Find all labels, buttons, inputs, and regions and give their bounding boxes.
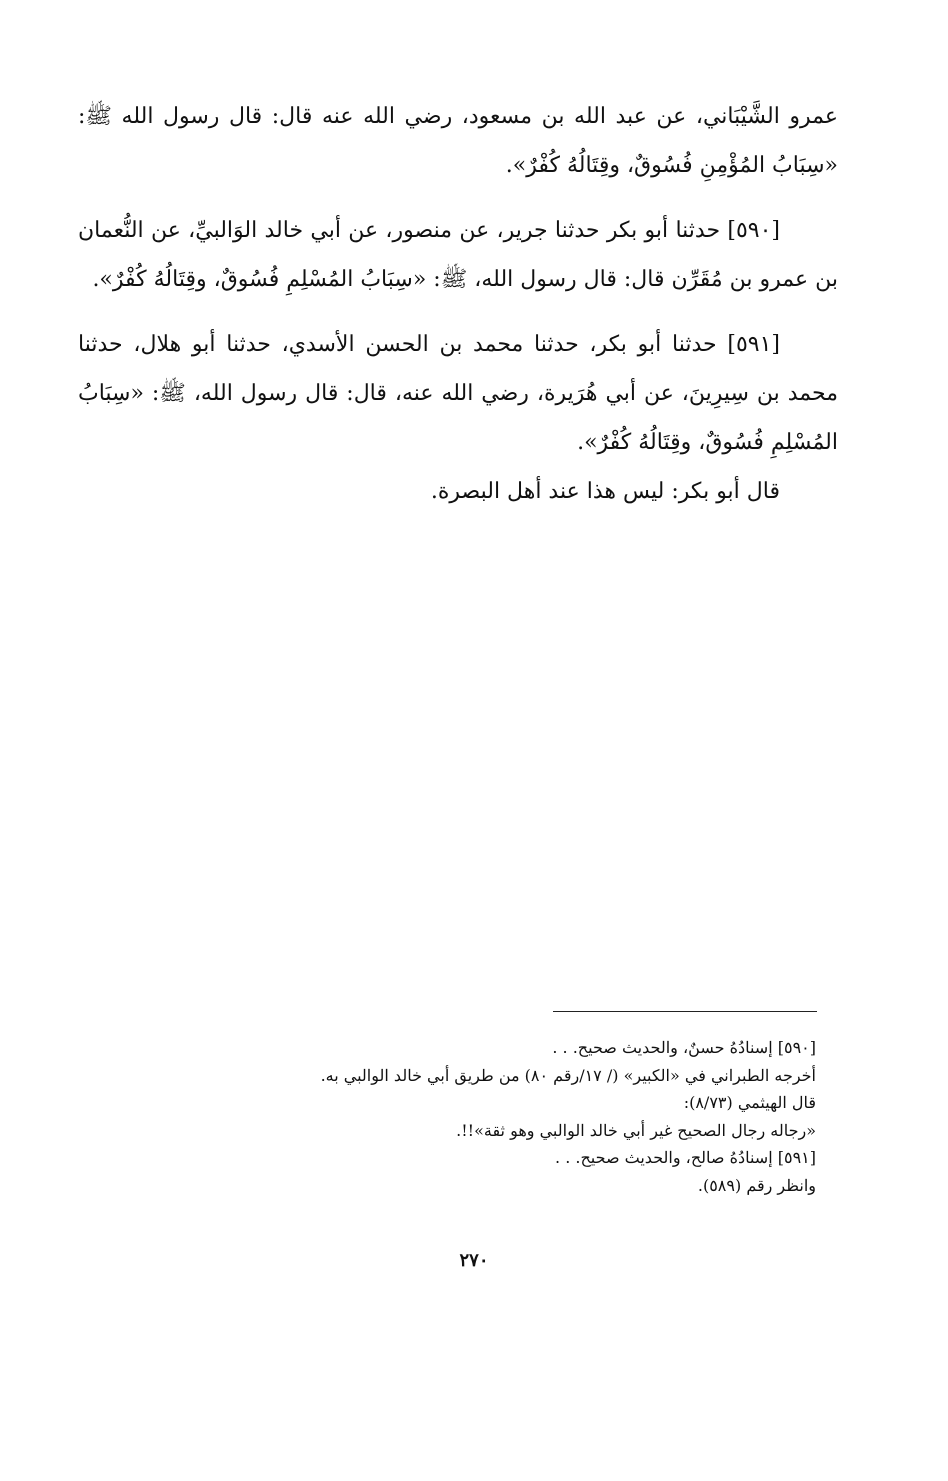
footnote-line: «رجاله رجال الصحيح غير أبي خالد الوالبي وهو ثقة»!!. xyxy=(456,1120,816,1140)
footnotes xyxy=(100,1034,816,1199)
footnote-line: [٥٩١] إسنادُهُ صالح، والحديث صحيح. . . xyxy=(555,1148,816,1167)
page-number: ٢٧٠ xyxy=(459,1250,489,1271)
paragraph-hadith-591: [٥٩١] حدثنا أبو بكر، حدثنا محمد بن الحسن الأسدي، حدثنا أبو هلال، حدثنا محمد بن سِيرِينَ، عن أبي هُرَيرة، رضي الله عنه، قال: قال رسول الله، ﷺ: «سِبَابُ المُسْلِمِ فُسُوقٌ، وقِتَالُهُ كُفْرٌ». xyxy=(78,332,838,455)
footnote-line: وانظر رقم (٥٨٩). xyxy=(697,1175,816,1195)
footnote-line: أخرجه الطبراني في «الكبير» (/ ١٧/رقم ٨٠) من طريق أبي خالد الوالبي به. xyxy=(320,1065,816,1085)
footnote-line: قال الهيثمي (٨/٧٣): xyxy=(683,1093,816,1112)
paragraph-continuation: عمرو الشَّيْبَاني، عن عبد الله بن مسعود، رضي الله عنه قال: قال رسول الله ﷺ: «سِبَابُ المُؤْمِنِ فُسُوقٌ، وقِتَالُهُ كُفْرٌ». xyxy=(78,104,838,178)
footnote-divider xyxy=(553,1011,817,1012)
paragraph-hadith-590: [٥٩٠] حدثنا أبو بكر حدثنا جرير، عن منصور، عن أبي خالد الوَالبيِّ، عن النُّعمان بن عمرو بن مُقَرِّن قال: قال رسول الله، ﷺ: «سِبَابُ المُسْلِمِ فُسُوقٌ، وقِتَالُهُ كُفْرٌ». xyxy=(78,218,838,292)
footnote-line: [٥٩٠] إسنادُهُ حسنٌ، والحديث صحيح. . . xyxy=(552,1038,816,1057)
paragraph-author-note: قال أبو بكر: ليس هذا عند أهل البصرة. xyxy=(430,479,780,504)
main-text xyxy=(78,92,838,516)
